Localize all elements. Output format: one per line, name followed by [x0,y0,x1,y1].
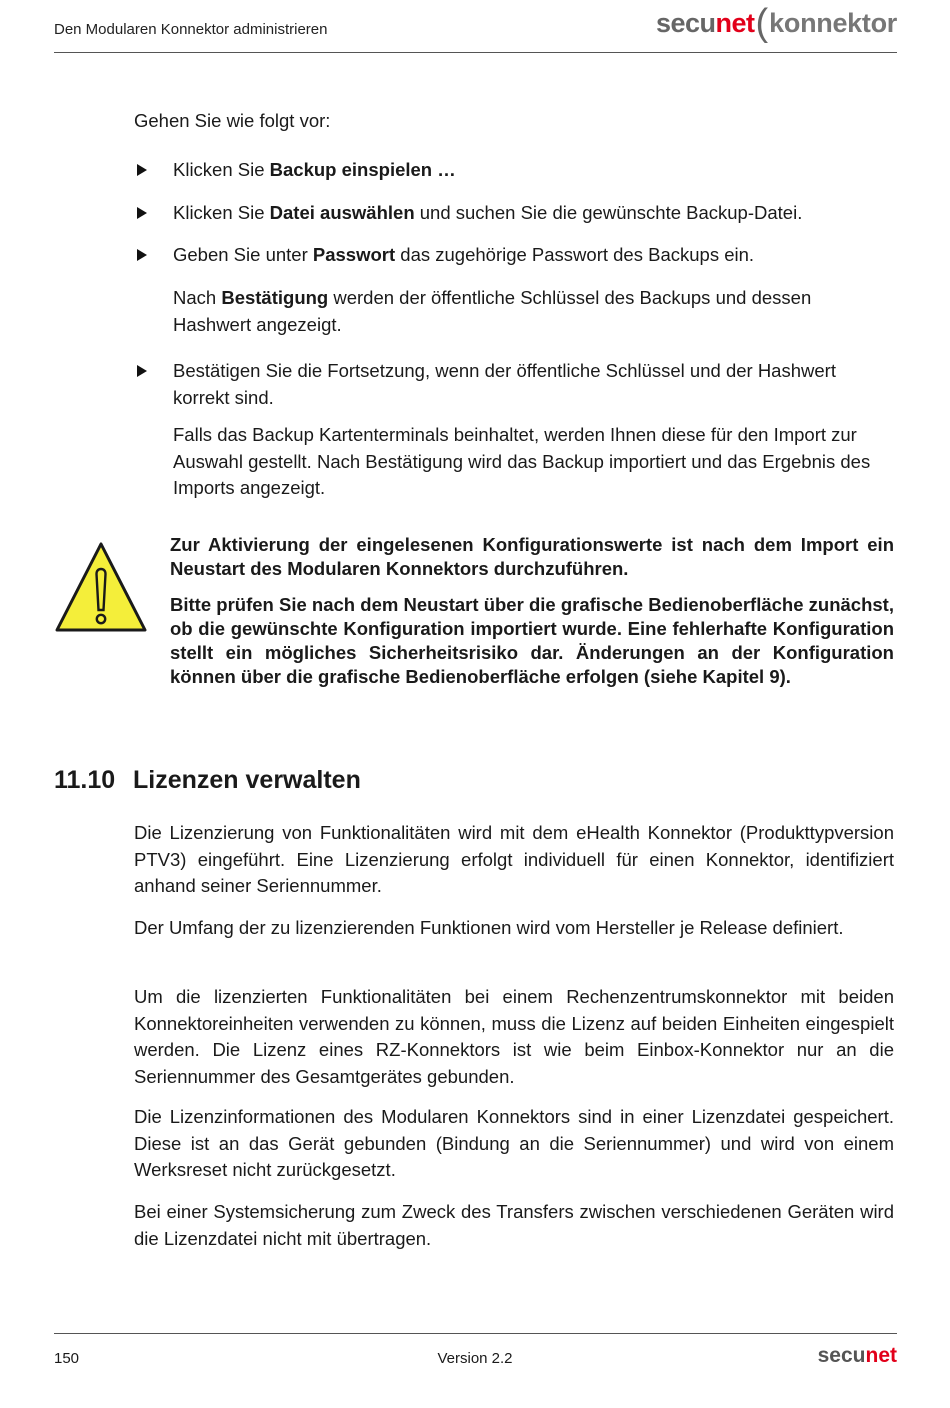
secunet-logo: secunet [817,1344,897,1367]
bullet-arrow-icon [137,207,147,219]
version-label: Version 2.2 [437,1350,513,1367]
warning-text: Zur Aktivierung der eingelesenen Konfigurationswerte ist nach dem Import ein Neustart des Modularen Konnektors durchzuführen. [170,534,894,579]
footer-divider [54,1333,897,1334]
intro-text: Gehen Sie wie folgt vor: [134,110,331,131]
step-note: Falls das Backup Kartenterminals beinhaltet, werden Ihnen diese für den Import zur Auswahl gestellt. Nach Bestätigung wird das Backup importiert und das Ergebnis des Imports angezeigt. [173,424,871,498]
bullet-arrow-icon [137,365,147,377]
bullet-arrow-icon [137,164,147,176]
logo-konnektor: konnektor [769,8,897,38]
step-note: Nach Bestätigung werden der öffentliche Schlüssel des Backups und dessen Hashwert angezeigt. [173,287,812,335]
secunet-konnektor-logo [656,2,897,42]
header-title: Den Modularen Konnektor administrieren [54,21,328,38]
paragraph: Der Umfang der zu lizenzierenden Funktionen wird vom Hersteller je Release definiert. [134,917,844,938]
logo-net: net [715,8,755,38]
paragraph: Die Lizenzinformationen des Modularen Konnektors sind in einer Lizenzdatei gespeichert. Diese ist an das Gerät gebunden (Bindung an die Seriennummer) und wird von einem Werksreset nicht zurückgesetzt. [134,1106,894,1180]
section-number: 11.10 [54,766,116,794]
paragraph: Um die lizenzierten Funktionalitäten bei einem Rechenzentrumskonnektor mit beiden Konnektoreinheiten verwenden zu können, muss die Lizenz auf beiden Einheiten eingespielt werden. Die Lizenz eines RZ-Konnektors ist wie beim Einbox-Konnektor nur an die Seriennummer des Gesamtgerätes gebunden. [134,986,894,1087]
page-header [54,0,897,53]
page-number: 150 [54,1350,80,1367]
section-title: Lizenzen verwalten [133,766,361,794]
logo-paren: ( [755,2,769,44]
warning-text: Bitte prüfen Sie nach dem Neustart über die grafische Bedienoberfläche zunächst, ob die gewünschte Konfiguration importiert wurde. Eine fehlerhafte Konfiguration stellt ein mögliches Sicherheitsrisiko dar. Änderungen an der Konfiguration können über die grafische Bedienoberfläche erfolgen (siehe Kapitel 9). [170,594,894,687]
paragraph: Die Lizenzierung von Funktionalitäten wird mit dem eHealth Konnektor (Produkttypversion PTV3) eingeführt. Eine Lizenzierung erfolgt individuell für einen Konnektor, identifiziert anhand seiner Seriennummer. [134,822,894,896]
logo-secu: secu [655,8,716,38]
warning-triangle-icon [54,540,148,636]
bullet-arrow-icon [137,249,147,261]
paragraph: Bei einer Systemsicherung zum Zweck des Transfers zwischen verschiedenen Geräten wird die Lizenzdatei nicht mit übertragen. [134,1201,894,1249]
ui-term: Bestätigung [221,287,329,308]
ui-term: Datei auswählen [269,202,415,223]
ui-term: Passwort [312,244,396,265]
ui-term: Backup einspielen … [269,159,456,180]
section-heading [54,766,361,795]
